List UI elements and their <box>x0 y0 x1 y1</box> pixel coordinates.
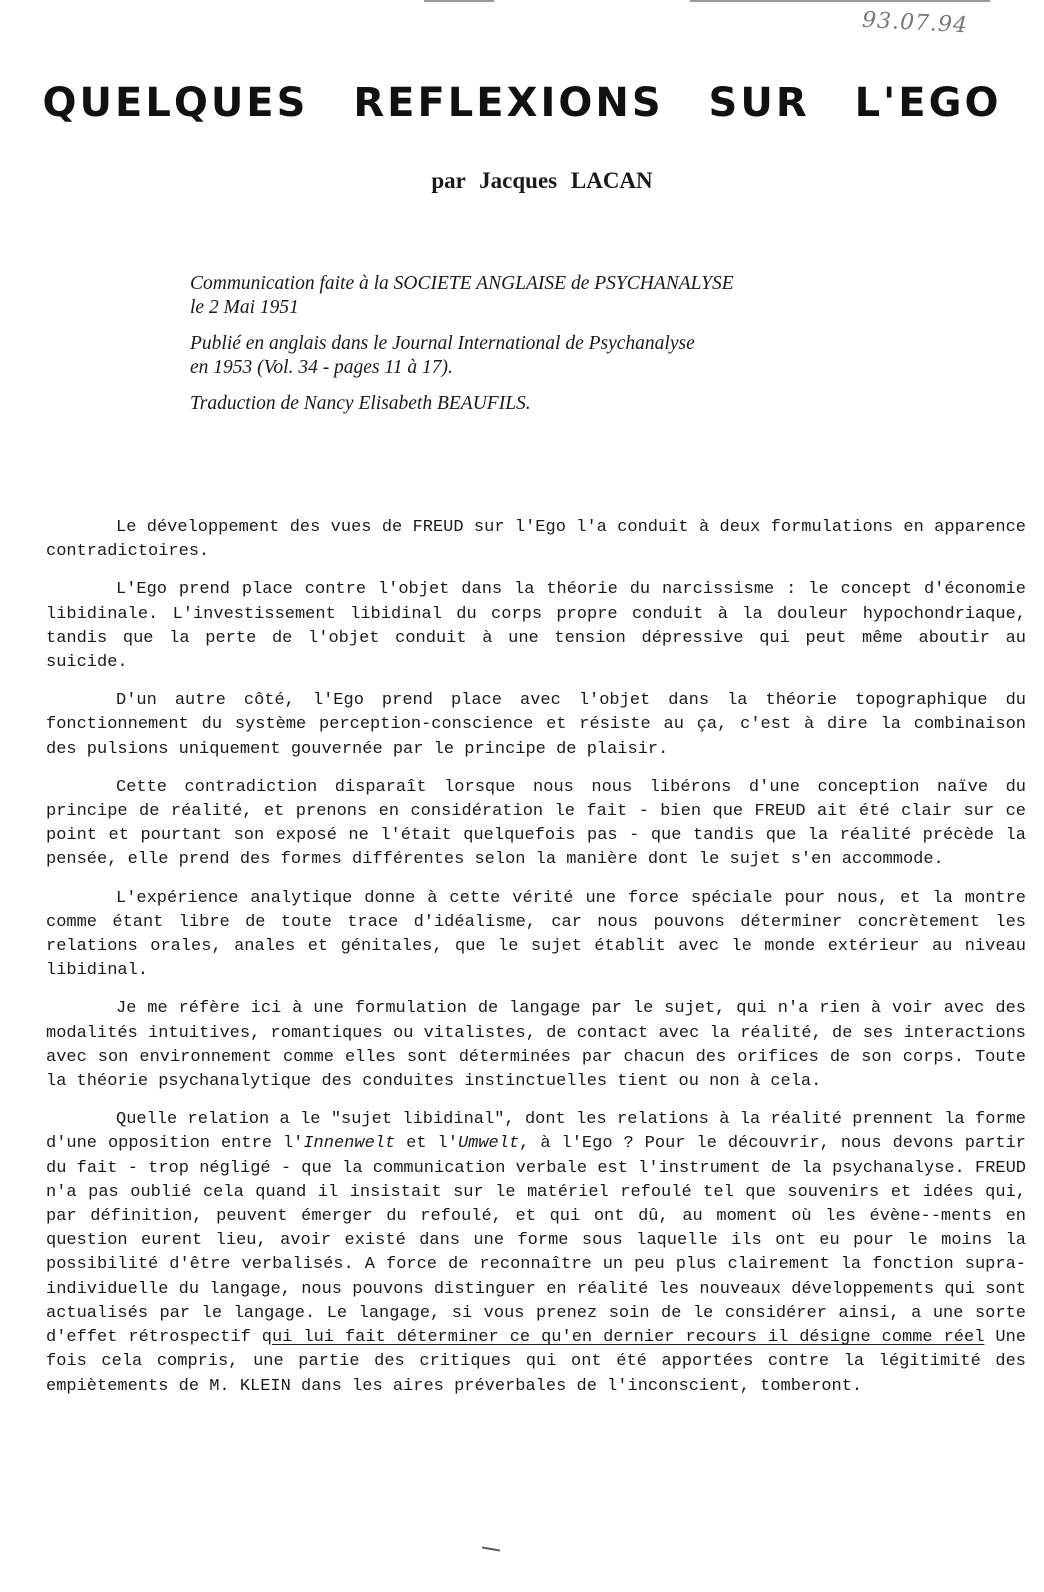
paragraph-7-part-1: Quelle relation a le "sujet libidinal", dont les relations à la réalité prennent la forme d'une opposition entre l' <box>46 1110 1026 1154</box>
communication-line-1: Communication faite à la SOCIETE ANGLAISE de PSYCHANALYSE <box>190 273 734 294</box>
scan-edge-mark-right <box>690 0 990 2</box>
communication-note <box>190 272 990 320</box>
handwritten-date: 93.07.94 <box>861 7 969 39</box>
document-title: QUELQUES REFLEXIONS SUR L'EGO <box>42 80 1002 126</box>
translation-note: Traduction de Nancy Elisabeth BEAUFILS. <box>190 393 531 414</box>
paragraph-5: L'expérience analytique donne à cette vérité une force spéciale pour nous, et la montre comme étant libre de toute trace d'idéalisme, car nous pouvons déterminer concrètement les relations orales, anales et génitales, que le sujet établit avec le monde extérieur au niveau libidinal. <box>46 888 1026 981</box>
underlined-passage: ui lui fait déterminer ce qu'en dernier recours il désigne comme réel <box>271 1328 985 1348</box>
author-line: par Jacques LACAN <box>431 168 653 193</box>
paragraph-7-part-2: et l' <box>395 1134 458 1154</box>
paragraph-2: L'Ego prend place contre l'objet dans la théorie du narcissisme : le concept d'économie libidinale. L'investissement libidinal du corps propre conduit à la douleur hypochondriaque, tandis que la perte de l'objet conduit à une tension dépressive qui peut même aboutir au suicide. <box>46 580 1026 673</box>
paragraph-7-part-3: , à l'Ego ? Pour le découvrir, nous devons partir du fait - trop négligé - que la communication verbale est l'instrument de la psychanalyse. FREUD n'a pas oublié cela quand il insistait sur le matériel refoulé tel que souvenirs et idées qui, par définition, peuvent émerger du refoulé, et qui ont dû, au moment où les évène--ments en question eurent lieu, avoir existé dans une forme sous laquelle ils ont eu pour le moins la possibilité d'être verbalisés. A force de reconnaître un peu plus clairement la fonction supra-individuelle du langage, nous pouvons distinguer en réalité les nouveaux développements qui sont actualisés par le langage. Le langage, si vous prenez soin de le considérer ainsi, a une sorte d'effet rétrospectif q <box>46 1134 1026 1348</box>
term-innenwelt: Innenwelt <box>303 1134 396 1154</box>
paragraph-4: Cette contradiction disparaît lorsque nous nous libérons d'une conception naïve du principe de réalité, et prenons en considération le fait - bien que FREUD ait été clair sur ce point et pourtant son exposé ne l'était quelquefois pas - que tandis que la réalité précède la pensée, elle prend des formes différentes selon la manière dont le sujet s'en accommode. <box>46 777 1026 870</box>
paragraph-1: Le développement des vues de FREUD sur l'Ego l'a conduit à deux formulations en apparence contradictoires. <box>46 518 1026 562</box>
publication-line-2: en 1953 (Vol. 34 - pages 11 à 17). <box>190 357 453 378</box>
publication-line-1: Publié en anglais dans le Journal International de Psychanalyse <box>190 333 695 354</box>
body-text <box>46 516 1026 1413</box>
paragraph-7-part-4: Une fois cela compris, une partie des critiques qui ont été apportées contre la légitimité des empiètements de M. KLEIN dans les aires préverbales de l'inconscient, tomberont. <box>46 1328 1027 1396</box>
term-umwelt: Umwelt <box>457 1134 520 1154</box>
paragraph-7 <box>46 1108 1026 1398</box>
paragraph-3: D'un autre côté, l'Ego prend place avec l'objet dans la théorie topographique du fonctionnement du système perception-conscience et résiste au ça, c'est à dire la combinaison des pulsions uniquement gouvernée par le principe de plaisir. <box>46 691 1026 759</box>
communication-line-2: le 2 Mai 1951 <box>190 297 299 318</box>
pen-mark <box>482 1546 500 1551</box>
publication-note <box>190 332 990 380</box>
scan-edge-mark-left <box>424 0 494 2</box>
paragraph-6: Je me réfère ici à une formulation de langage par le sujet, qui n'a rien à voir avec des modalités intuitives, romantiques ou vitalistes, de contact avec la réalité, de ses interactions avec son environnement comme elles sont déterminées par chacun des orifices de son corps. Toute la théorie psychanalytique des conduites instinctuelles tient ou non à cela. <box>46 999 1026 1092</box>
publication-info <box>190 272 990 428</box>
